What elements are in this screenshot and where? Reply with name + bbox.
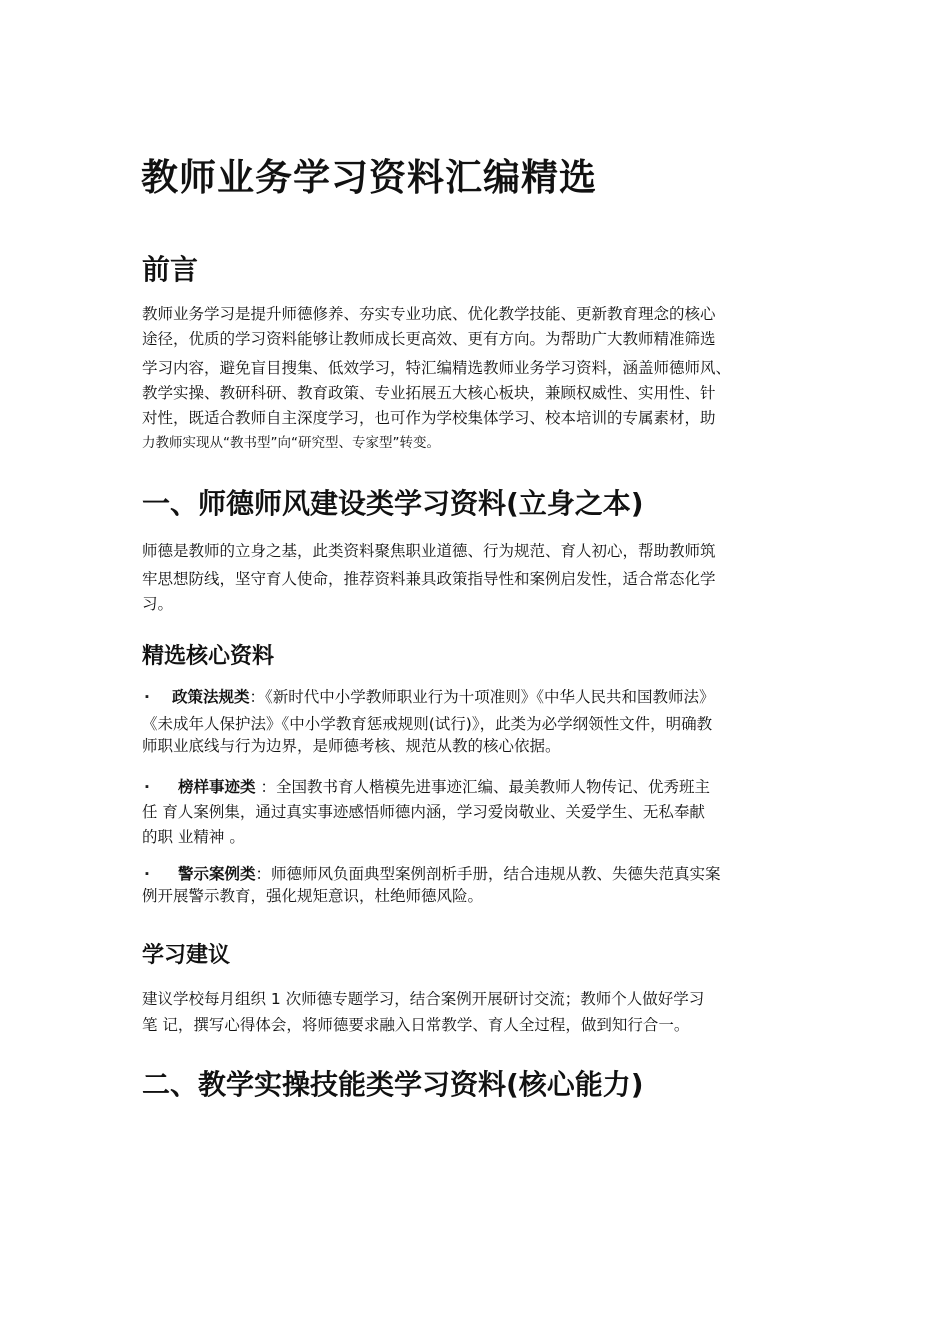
preface-paragraph [142, 302, 731, 456]
list-item [142, 685, 715, 759]
list-item-text: ：全国教书育人楷模先进事迹汇编、最美教师人物传记、优秀班主 [255, 778, 710, 796]
preface-heading: 前言 [142, 253, 199, 286]
section1-heading: 一、师德师风建设类学习资料(立身之本) [142, 487, 644, 520]
study-advice-heading: 学习建议 [142, 943, 231, 968]
list-item [142, 862, 721, 909]
list-item-line: 《未成年人保护法》《中小学教育惩戒规则(试行)》，此类为必学纲领性文件，明确教 [142, 715, 713, 733]
study-advice-paragraph [142, 987, 704, 1038]
section1-intro [142, 539, 716, 617]
list-item-term: 警示案例类 [178, 865, 256, 883]
study-advice-line: 笔 记，撰写心得体会，将师德要求融入日常教学、育人全过程，做到知行合一。 [142, 1016, 690, 1034]
section2-heading: 二、教学实操技能类学习资料(核心能力) [142, 1068, 644, 1101]
list-item-line: 例开展警示教育，强化规矩意识，杜绝师德风险。 [142, 887, 484, 905]
list-item-text: ：师德师风负面典型案例剖析手册，结合违规从教、失德失范真实案 [255, 865, 721, 883]
preface-line: 教学实操、教研科研、教育政策、专业拓展五大核心板块，兼顾权威性、实用性、针 [142, 384, 716, 402]
preface-line: 学习内容，避免盲目搜集、低效学习，特汇编精选教师业务学习资料，涵盖师德师风、 [142, 359, 732, 377]
preface-line: 教师业务学习是提升师德修养、夯实专业功底、优化教学技能、更新教育理念的核心 [142, 305, 716, 323]
list-item-line: 师职业底线与行为边界，是师德考核、规范从教的核心依据。 [142, 737, 561, 755]
bullet-dot: · [144, 865, 150, 883]
preface-line: 对性，既适合教师自主深度学习，也可作为学校集体学习、校本培训的专属素材，助 [142, 409, 716, 427]
core-materials-heading: 精选核心资料 [142, 644, 275, 669]
bullet-dot: · [144, 778, 150, 796]
list-item-line: 任 育人案例集，通过真实事迹感悟师德内涵，学习爱岗敬业、关爱学生、无私奉献 [142, 803, 705, 821]
section1-intro-line: 牢思想防线，坚守育人使命，推荐资料兼具政策指导性和案例启发性，适合常态化学 [142, 570, 716, 588]
document-title: 教师业务学习资料汇编精选 [141, 156, 597, 199]
preface-line: 力教师实现从“教书型”向“研究型、专家型”转变。 [142, 435, 440, 451]
list-item [142, 775, 710, 850]
list-item-text: ：《新时代中小学教师职业行为十项准则》《中华人民共和国教师法》 [249, 688, 715, 706]
list-item-term: 榜样事迹类 [178, 778, 256, 796]
list-item-term: 政策法规类 [172, 688, 250, 706]
bullet-dot: · [144, 688, 150, 706]
section1-intro-line: 习。 [142, 595, 174, 613]
section1-intro-line: 师德是教师的立身之基，此类资料聚焦职业道德、行为规范、育人初心，帮助教师筑 [142, 542, 716, 560]
study-advice-line: 建议学校每月组织 1 次师德专题学习，结合案例开展研讨交流；教师个人做好学习 [142, 990, 705, 1008]
list-item-line: 的职 业精神 。 [142, 828, 245, 846]
preface-line: 途径，优质的学习资料能够让教师成长更高效、更有方向。为帮助广大教师精准筛选 [142, 330, 716, 348]
